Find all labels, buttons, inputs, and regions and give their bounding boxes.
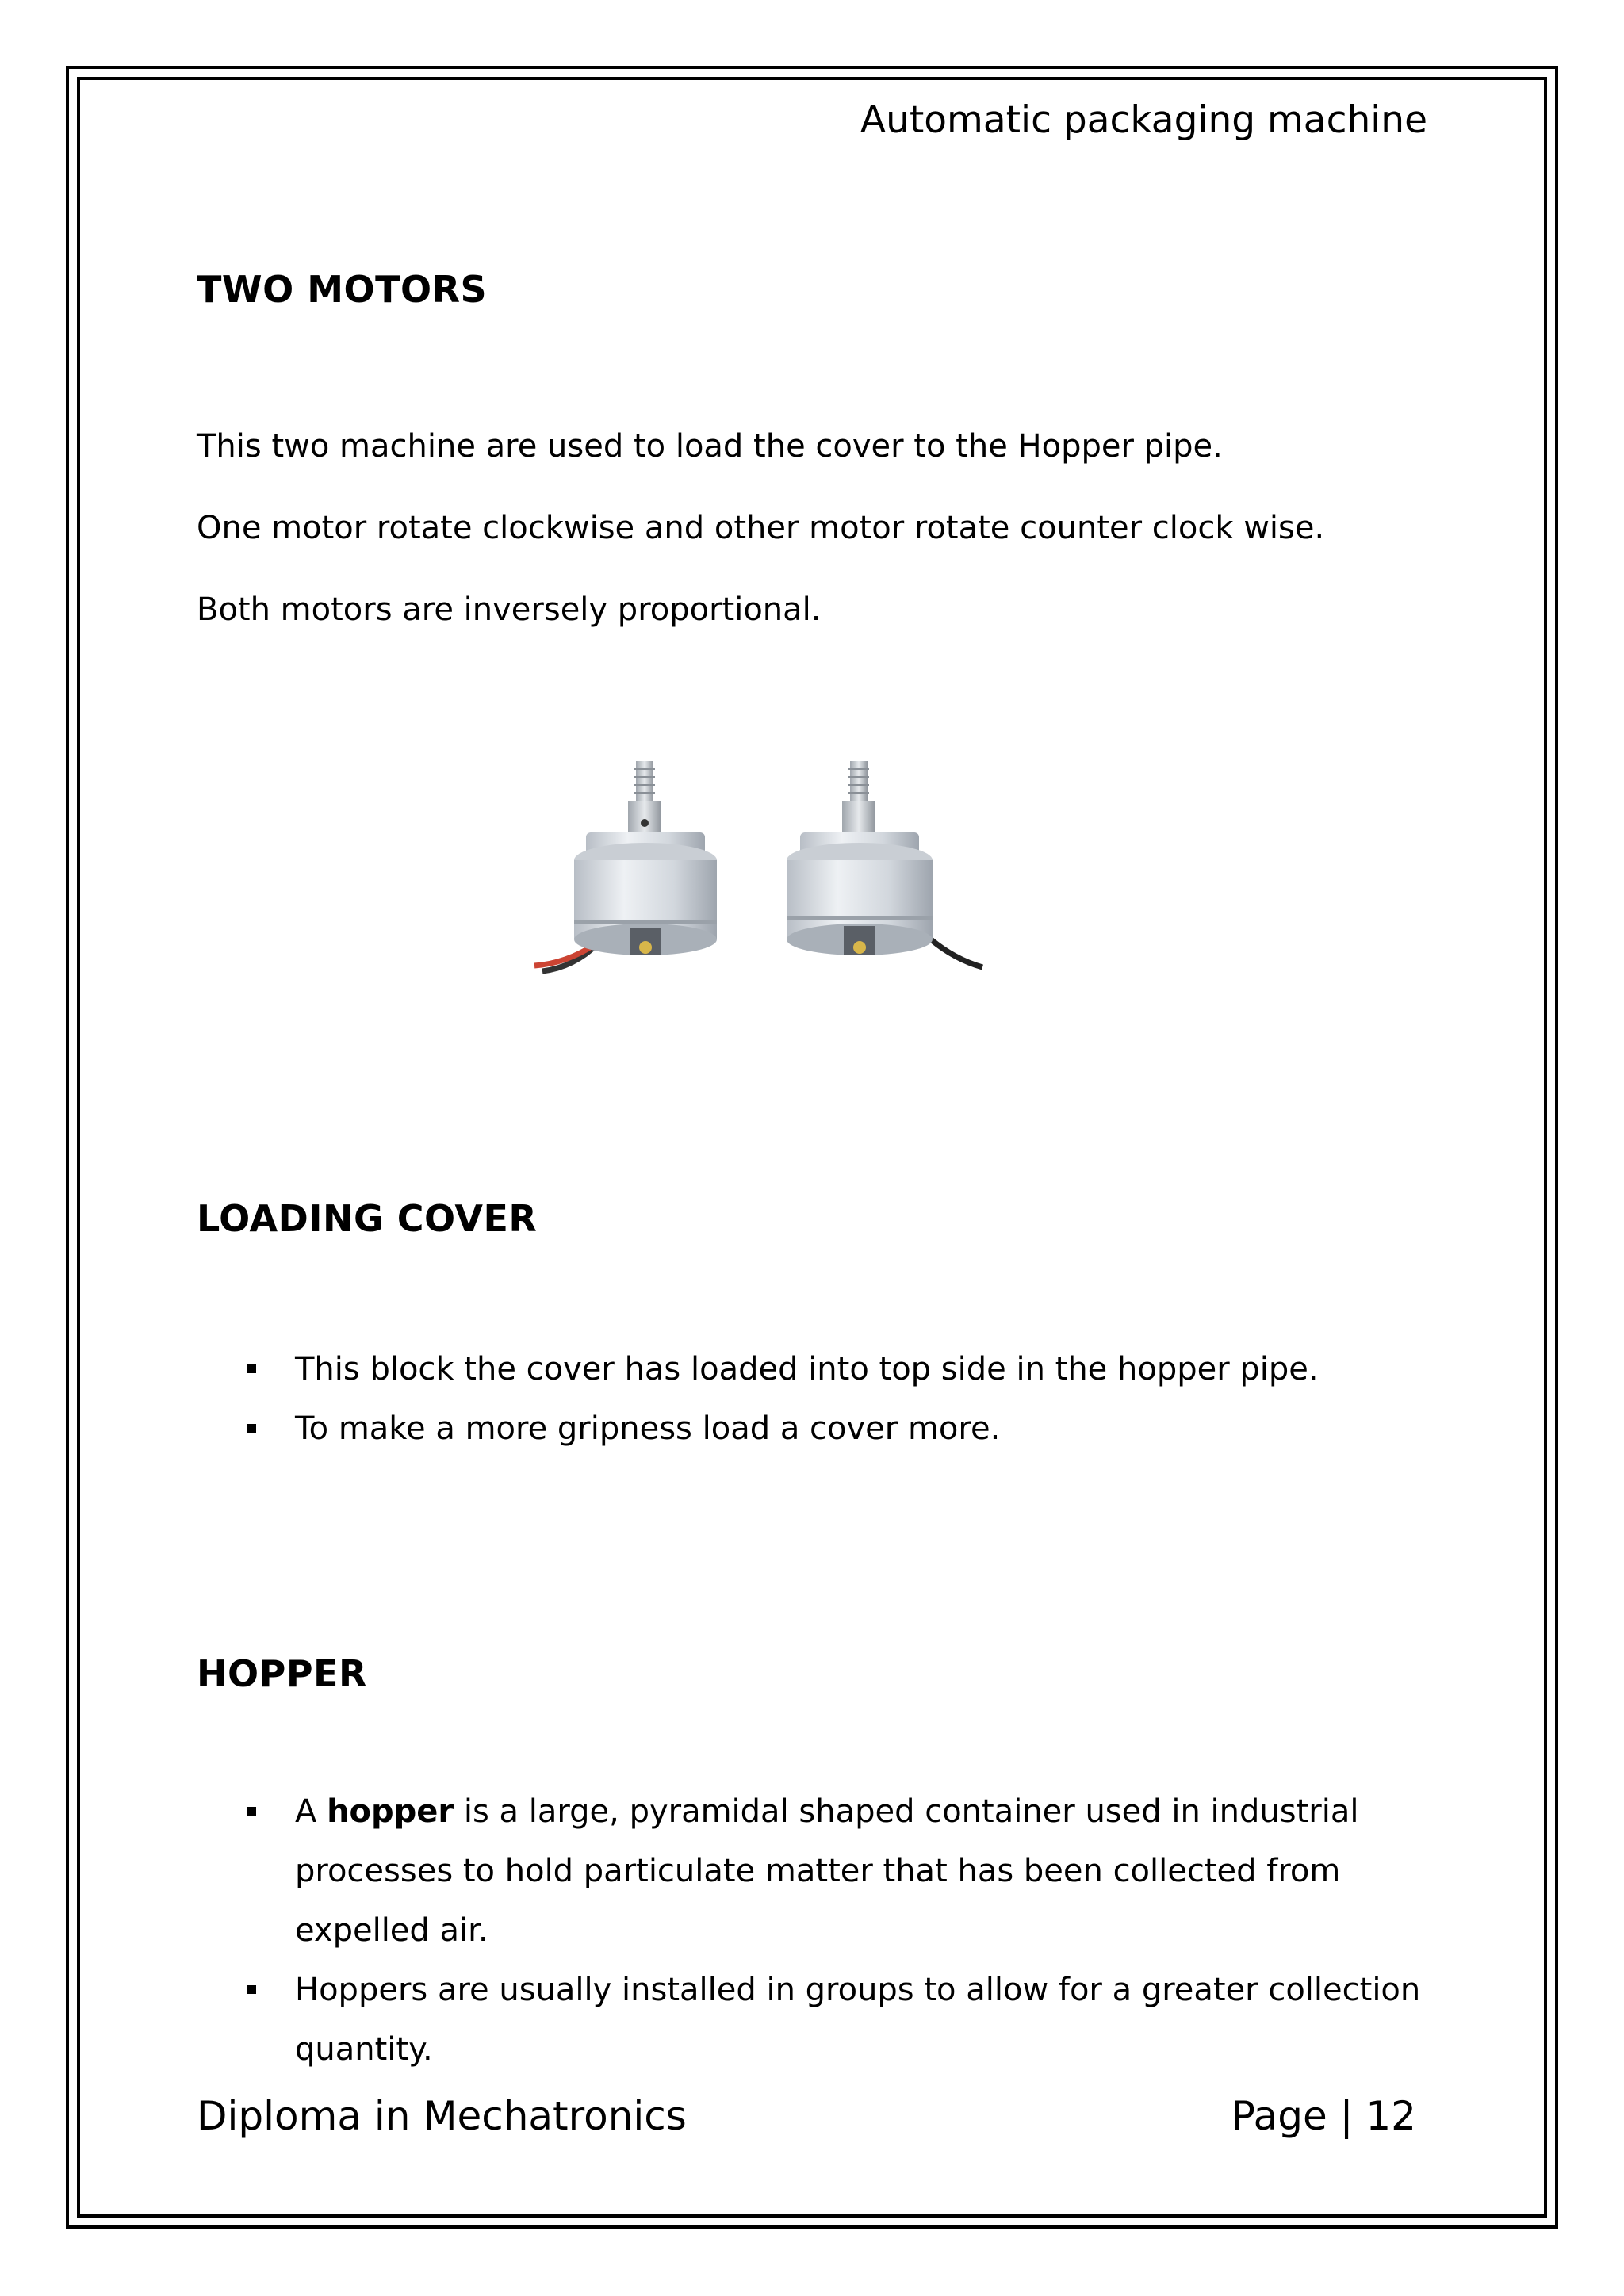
heading-two-motors: TWO MOTORS xyxy=(197,268,488,311)
bullet-square-icon xyxy=(247,1807,256,1816)
motors-image xyxy=(527,737,1002,1023)
paragraph-motors-3: Both motors are inversely proportional. xyxy=(197,591,822,628)
loading-cover-list xyxy=(197,1340,1434,1459)
heading-loading-cover: LOADING COVER xyxy=(197,1197,538,1240)
bullet-square-icon xyxy=(247,1424,256,1433)
running-header: Automatic packaging machine xyxy=(860,98,1427,142)
footer-page-number: Page | 12 xyxy=(1231,2093,1416,2139)
paragraph-motors-1: This two machine are used to load the cover to the Hopper pipe. xyxy=(197,428,1223,465)
paragraph-motors-2: One motor rotate clockwise and other motor rotate counter clock wise. xyxy=(197,510,1325,546)
heading-hopper: HOPPER xyxy=(197,1652,367,1695)
term-hopper: hopper xyxy=(327,1793,454,1830)
footer-course: Diploma in Mechatronics xyxy=(197,2093,687,2139)
list-item: A hopper is a large, pyramidal shaped container used in industrial processes to hold particulate matter that has been collected from expelled air. xyxy=(197,1782,1434,1961)
list-item: This block the cover has loaded into top side in the hopper pipe. xyxy=(197,1340,1434,1399)
bullet-square-icon xyxy=(247,1364,256,1373)
list-item: To make a more gripness load a cover more. xyxy=(197,1399,1434,1459)
list-item: Hoppers are usually installed in groups to allow for a greater collection quantity. xyxy=(197,1961,1434,2080)
bullet-square-icon xyxy=(247,1985,256,1994)
hopper-list xyxy=(197,1782,1434,2080)
